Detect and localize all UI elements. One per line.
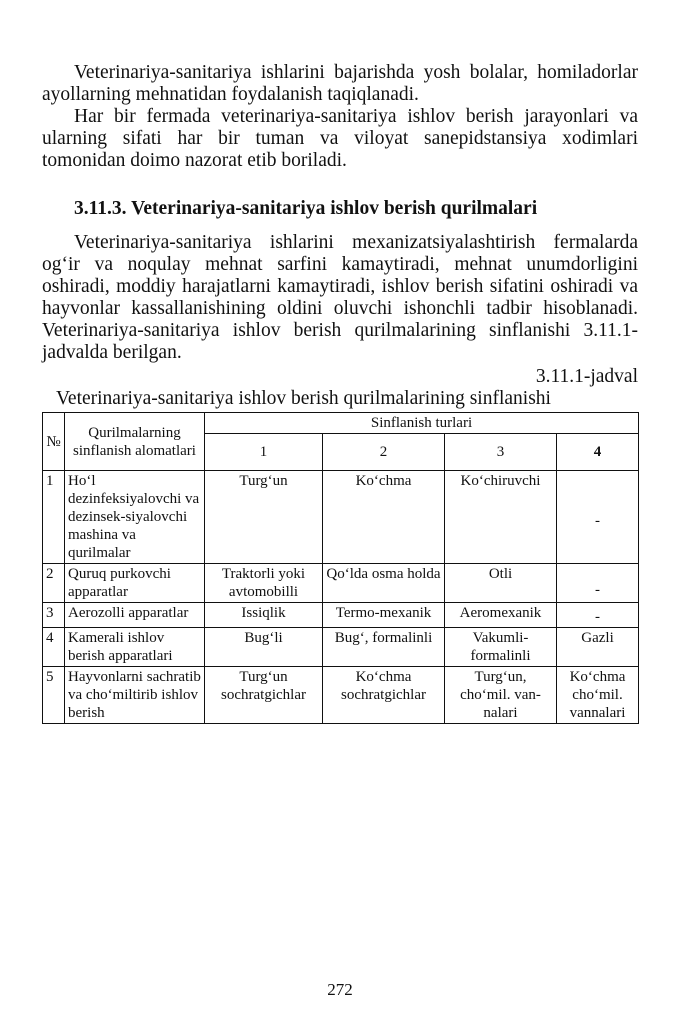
- table-caption-number: 3.11.1-jadval: [535, 366, 638, 387]
- row-feature: Kamerali ishlov berish apparatlari: [65, 628, 205, 667]
- page-body: [42, 62, 638, 724]
- row-type-4-cell: [557, 471, 639, 564]
- row-type-2: Qo‘lda osma holda: [323, 564, 445, 603]
- row-type-2: Termo-mexanik: [323, 603, 445, 628]
- header-type-3: 3: [445, 434, 557, 471]
- row-feature: Hayvonlarni sachratib va cho‘miltirib ishlov berish: [65, 667, 205, 724]
- header-type-4: 4: [557, 434, 639, 471]
- row-type-3: Ko‘chiruvchi: [445, 471, 557, 564]
- row-type-4: -: [595, 582, 600, 598]
- table-row: [43, 667, 639, 724]
- row-type-1: Turg‘un sochratgichlar: [205, 667, 323, 724]
- row-number: 2: [43, 564, 65, 603]
- header-feature: Qurilmalarning sinflanish alomatlari: [65, 413, 205, 471]
- table-row: [43, 603, 639, 628]
- row-type-1: Bug‘li: [205, 628, 323, 667]
- row-type-4: Ko‘chma cho‘mil. vannalari: [557, 667, 639, 724]
- paragraph-2: Har bir fermada veterinariya-sanitariya ishlov berish jarayonlari va ularning sifati har bir tuman va viloyat sanepidstansiya xodimlari tomonidan doimo nazorat etib boriladi.: [42, 106, 638, 171]
- row-feature: Quruq purkovchi apparatlar: [65, 564, 205, 603]
- header-number: №: [43, 413, 65, 471]
- row-number: 3: [43, 603, 65, 628]
- row-type-1: Traktorli yoki avtomobilli: [205, 564, 323, 603]
- row-type-4-cell: [557, 564, 639, 603]
- row-type-4: Gazli: [557, 628, 639, 667]
- header-group: Sinflanish turlari: [205, 413, 639, 434]
- row-number: 5: [43, 667, 65, 724]
- row-type-2: Bug‘, formalinli: [323, 628, 445, 667]
- header-type-2: 2: [323, 434, 445, 471]
- row-feature: Aerozolli apparatlar: [65, 603, 205, 628]
- row-number: 4: [43, 628, 65, 667]
- row-type-2: Ko‘chma sochratgichlar: [323, 667, 445, 724]
- page-number: 272: [327, 980, 353, 999]
- section-title: 3.11.3. Veterinariya-sanitariya ishlov berish qurilmalari: [74, 198, 538, 219]
- table-row: [43, 564, 639, 603]
- row-type-4: -: [595, 609, 600, 625]
- table-row: [43, 471, 639, 564]
- row-type-3: Otli: [445, 564, 557, 603]
- section-paragraph: Veterinariya-sanitariya ishlarini mexanizatsiyalashtirish fermalarda og‘ir va noqulay mehnat sarfini kamaytiradi, mehnat unumdorligini oshiradi, moddiy harajatlarni kamaytiradi, ishlov berish sifatini oshiradi va hayvonlar kassallanishining oldini oluvchi ishonchli tadbir hisoblanadi. Veterinariya-sanitariya ishlov berish qurilmalarining sinflanishi 3.11.1-jadvalda berilgan.: [42, 232, 638, 363]
- table-header-row: [43, 413, 639, 434]
- table-caption-title: Veterinariya-sanitariya ishlov berish qurilmalarining sinflanishi: [56, 388, 551, 409]
- row-number: 1: [43, 471, 65, 564]
- row-type-1: Issiqlik: [205, 603, 323, 628]
- row-feature: Ho‘l dezinfeksiyalovchi va dezinsek-siyalovchi mashina va qurilmalar: [65, 471, 205, 564]
- row-type-3: Vakumli-formalinli: [445, 628, 557, 667]
- table-row: [43, 628, 639, 667]
- row-type-4-cell: [557, 603, 639, 628]
- row-type-2: Ko‘chma: [323, 471, 445, 564]
- row-type-3: Turg‘un, cho‘mil. van-nalari: [445, 667, 557, 724]
- row-type-3: Aeromexanik: [445, 603, 557, 628]
- classification-table: [42, 412, 639, 724]
- header-type-1: 1: [205, 434, 323, 471]
- row-type-4: -: [595, 513, 600, 529]
- row-type-1: Turg‘un: [205, 471, 323, 564]
- paragraph-1: Veterinariya-sanitariya ishlarini bajarishda yosh bolalar, homiladorlar ayollarning mehnatidan foydalanish taqiqlanadi.: [42, 62, 638, 105]
